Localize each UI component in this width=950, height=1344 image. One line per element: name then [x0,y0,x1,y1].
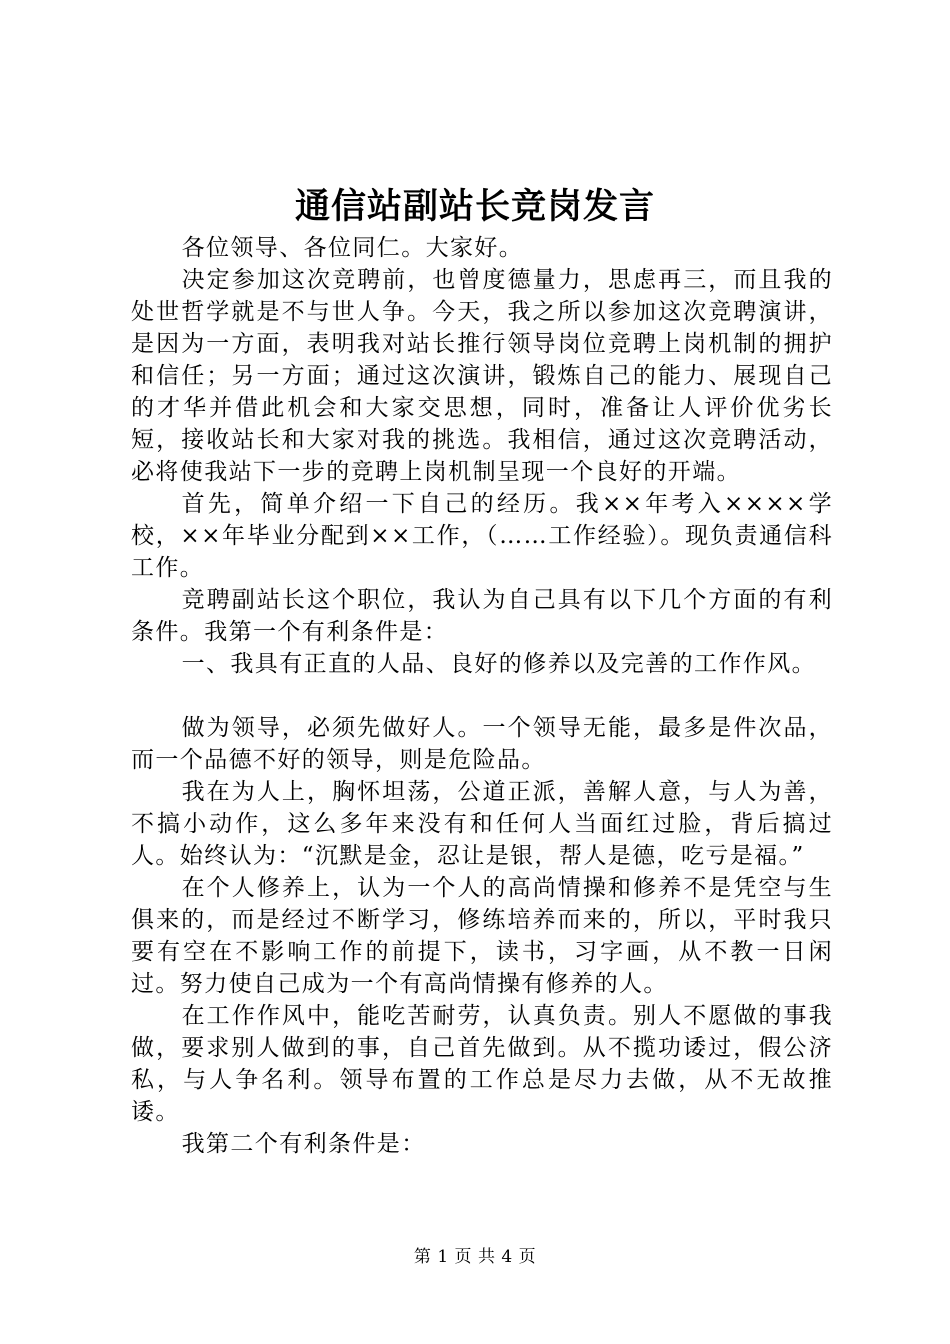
paragraph-conditions-intro: 竞聘副站长这个职位，我认为自己具有以下几个方面的有利条件。我第一个有利条件是： [131,587,833,645]
paragraph-work-style: 在工作作风中，能吃苦耐劳，认真负责。别人不愿做的事我做，要求别人做到的事，自己首先做到。从不揽功诿过，假公济私，与人争名利。领导布置的工作总是尽力去做，从不无故推诿。 [131,1003,833,1125]
paragraph-greeting: 各位领导、各位同仁。大家好。 [181,235,524,261]
document-body [131,232,833,1160]
document-title: 通信站副站长竞岗发言 [294,186,655,227]
paragraph-motivation: 决定参加这次竞聘前，也曾度德量力，思虑再三，而且我的处世哲学就是不与世人争。今天，我之所以参加这次竞聘演讲，是因为一方面，表明我对站长推行领导岗位竞聘上岗机制的拥护和信任；另一方面；通过这次演讲，锻炼自己的能力、展现自己的才华并借此机会和大家交思想，同时，准备让人评价优劣长短，接收站长和大家对我的挑选。我相信，通过这次竞聘活动，必将使我站下一步的竞聘上岗机制呈现一个良好的开端。 [131,267,833,485]
paragraph-leadership-character: 做为领导，必须先做好人。一个领导无能，最多是件次品，而一个品德不好的领导，则是危险品。 [131,715,833,773]
paragraph-second-condition: 我第二个有利条件是： [181,1131,426,1157]
paragraph-first-condition: 一、我具有正直的人品、良好的修养以及完善的工作作风。 [181,651,816,677]
page-number-footer: 第 1 页 共 4 页 [413,1247,537,1267]
paragraph-personality: 我在为人上，胸怀坦荡，公道正派，善解人意，与人为善，不搞小动作，这么多年来没有和任何人当面红过脸，背后搞过人。始终认为：“沉默是金，忍让是银，帮人是德，吃亏是福。” [131,779,833,869]
paragraph-background: 首先，简单介绍一下自己的经历。我××年考入××××学校，××年毕业分配到××工作，（……工作经验）。现负责通信科工作。 [131,491,833,581]
paragraph-self-cultivation: 在个人修养上，认为一个人的高尚情操和修养不是凭空与生俱来的，而是经过不断学习，修练培养而来的，所以，平时我只要有空在不影响工作的前提下，读书，习字画，从不教一日闲过。努力使自己成为一个有高尚情操有修养的人。 [131,875,833,997]
